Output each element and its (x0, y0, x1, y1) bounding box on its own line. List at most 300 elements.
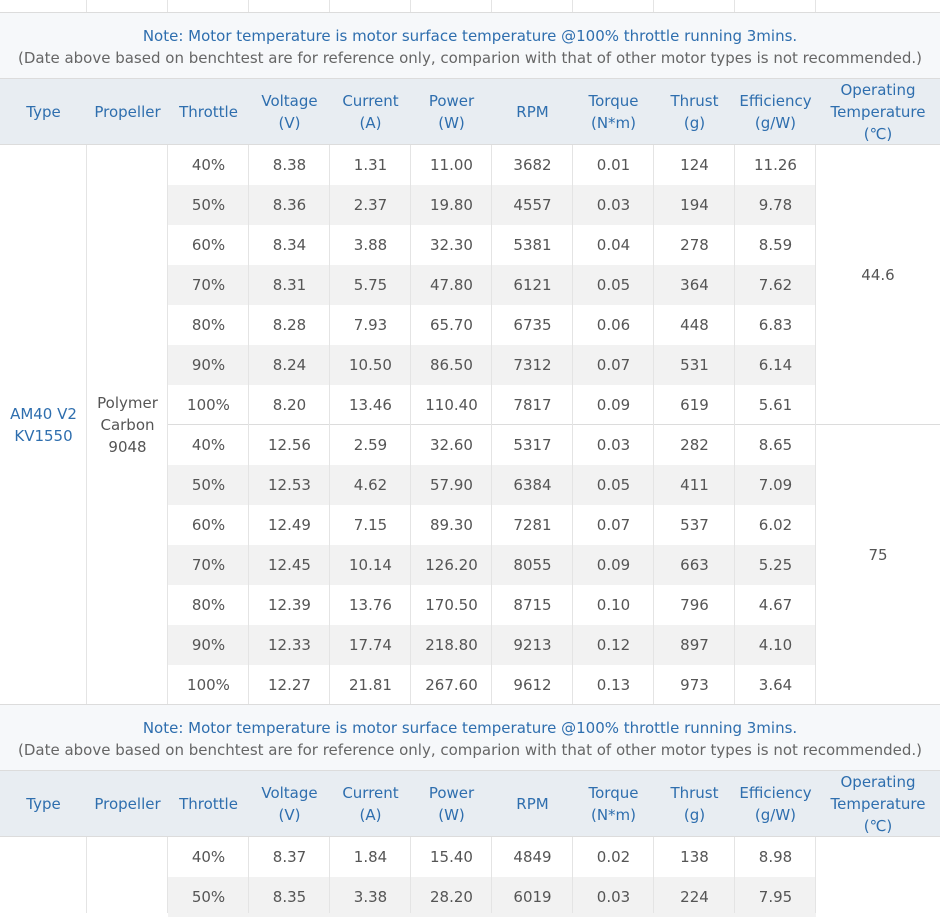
header-throttle (168, 79, 249, 145)
table-cell (249, 225, 330, 265)
table-cell-text: 32.60 (430, 436, 473, 454)
table-cell (249, 385, 330, 425)
table-cell (168, 305, 249, 345)
column-divider (734, 0, 735, 12)
column-divider (815, 145, 816, 705)
header-throttle-text: Throttle (179, 103, 238, 121)
column-divider (653, 145, 654, 705)
header-voltage (249, 79, 330, 145)
table-cell-text: 89.30 (430, 516, 473, 534)
table-cell (573, 425, 654, 465)
header-power-text: Power (W) (428, 92, 475, 132)
table-cell (249, 665, 330, 705)
header-rpm-text: RPM (516, 795, 549, 813)
table-cell (573, 265, 654, 305)
table-cell (492, 545, 573, 585)
table-cell (492, 425, 573, 465)
table-cell-text: 663 (680, 556, 709, 574)
header-thrust-text: Thrust (g) (670, 784, 719, 824)
header-voltage-text: Voltage (V) (261, 784, 318, 824)
table-cell (411, 225, 492, 265)
table-cell-text: 7.15 (353, 516, 388, 534)
table-cell-text: 8.24 (272, 356, 307, 374)
column-divider (815, 0, 816, 12)
table-cell-text: 12.53 (268, 476, 311, 494)
table-cell (411, 585, 492, 625)
table-cell-text: 7.93 (353, 316, 388, 334)
table-cell-text: 5317 (513, 436, 552, 454)
table-cell (330, 225, 411, 265)
header-propeller (87, 771, 168, 837)
table-cell (654, 265, 735, 305)
table-cell-text: 11.26 (754, 156, 797, 174)
table-cell-text: 448 (680, 316, 709, 334)
table-cell (168, 545, 249, 585)
table-cell-text: 9213 (513, 636, 552, 654)
table-cell-text: 796 (680, 596, 709, 614)
table-cell-text: 5.61 (758, 396, 793, 414)
column-divider (329, 145, 330, 705)
table-cell (168, 625, 249, 665)
column-divider (815, 837, 816, 913)
table-cell (330, 425, 411, 465)
table-cell (168, 265, 249, 305)
table-cell (654, 185, 735, 225)
column-divider (572, 0, 573, 12)
table-cell-text: 8.31 (272, 276, 307, 294)
operating-temperature (816, 425, 940, 685)
column-divider (410, 145, 411, 705)
table-cell (654, 877, 735, 917)
table-cell (330, 877, 411, 917)
table-cell-text: 8.34 (272, 236, 307, 254)
table-cell-text: 100% (187, 396, 230, 414)
column-divider (329, 0, 330, 12)
table-cell-text: 5.75 (353, 276, 388, 294)
table-cell (330, 665, 411, 705)
table-cell (411, 345, 492, 385)
table-cell (168, 385, 249, 425)
table-cell (573, 465, 654, 505)
table-cell (249, 465, 330, 505)
table-cell (249, 625, 330, 665)
header-power (411, 79, 492, 145)
table-cell (168, 877, 249, 917)
table-cell (168, 505, 249, 545)
table-cell-text: 50% (191, 196, 226, 214)
table-cell (654, 465, 735, 505)
header-thrust (654, 771, 735, 837)
table-cell-text: 10.50 (349, 356, 392, 374)
column-divider (572, 837, 573, 913)
table-cell (411, 877, 492, 917)
table-cell (330, 385, 411, 425)
table-cell-text: 6735 (513, 316, 552, 334)
table-cell-text: 1.31 (353, 156, 388, 174)
column-divider (167, 837, 168, 913)
table-cell-text: 21.81 (349, 676, 392, 694)
column-divider (491, 0, 492, 12)
table-cell-text: 5381 (513, 236, 552, 254)
table-cell (492, 305, 573, 345)
table-cell (330, 625, 411, 665)
table-cell (573, 877, 654, 917)
table-cell-text: 3682 (513, 156, 552, 174)
table-cell-text: 40% (191, 848, 226, 866)
table-cell (411, 385, 492, 425)
table-cell (249, 505, 330, 545)
table-cell (249, 265, 330, 305)
header-type (0, 771, 87, 837)
table-cell-text: 0.05 (596, 276, 631, 294)
table-cell-text: 5.25 (758, 556, 793, 574)
operating-temperature-text: 44.6 (861, 266, 895, 284)
table-cell (492, 225, 573, 265)
table-cell (168, 185, 249, 225)
table-cell-text: 70% (191, 276, 226, 294)
table-cell-text: 8.20 (272, 396, 307, 414)
table-cell (735, 465, 816, 505)
table-cell-text: 0.09 (596, 396, 631, 414)
table-cell-text: 224 (680, 888, 709, 906)
header-current-text: Current (A) (342, 92, 399, 132)
table-cell-text: 194 (680, 196, 709, 214)
table-cell-text: 537 (680, 516, 709, 534)
table-cell-text: 0.04 (596, 236, 631, 254)
table-cell (168, 585, 249, 625)
header-throttle (168, 771, 249, 837)
table-cell-text: 0.09 (596, 556, 631, 574)
table-cell (330, 185, 411, 225)
table-cell-text: 6019 (513, 888, 552, 906)
table-cell-text: 60% (191, 236, 226, 254)
table-cell (735, 225, 816, 265)
table-cell (249, 425, 330, 465)
table-cell (249, 345, 330, 385)
table-cell (411, 305, 492, 345)
header-efficiency-text: Efficiency (g/W) (739, 784, 812, 824)
header-current-text: Current (A) (342, 784, 399, 824)
header-thrust (654, 79, 735, 145)
table-cell (735, 145, 816, 185)
table-cell-text: 100% (187, 676, 230, 694)
table-cell-text: 124 (680, 156, 709, 174)
table-cell (735, 665, 816, 705)
header-type (0, 79, 87, 145)
table-cell-text: 12.39 (268, 596, 311, 614)
table-cell-text: 0.03 (596, 196, 631, 214)
operating-temperature-text: 75 (868, 546, 888, 564)
table-cell (411, 837, 492, 877)
table-cell-text: 12.27 (268, 676, 311, 694)
table-cell (654, 225, 735, 265)
table-cell-text: 90% (191, 356, 226, 374)
table-cell-text: 57.90 (430, 476, 473, 494)
table-cell (411, 665, 492, 705)
header-propeller-text: Propeller (94, 103, 161, 121)
table-cell (411, 545, 492, 585)
table-cell-text: 80% (191, 316, 226, 334)
table-cell (735, 385, 816, 425)
table-cell (411, 185, 492, 225)
column-divider (653, 837, 654, 913)
table-cell-text: 973 (680, 676, 709, 694)
table-cell (249, 305, 330, 345)
header-propeller (87, 79, 168, 145)
header-voltage-text: Voltage (V) (261, 92, 318, 132)
table-cell (168, 145, 249, 185)
table-cell (573, 665, 654, 705)
column-divider (734, 837, 735, 913)
table-cell-text: 126.20 (425, 556, 478, 574)
header-current (330, 771, 411, 837)
table-cell (654, 837, 735, 877)
table-cell (492, 625, 573, 665)
table-cell (411, 505, 492, 545)
table-cell (654, 545, 735, 585)
table-cell-text: 897 (680, 636, 709, 654)
table-cell-text: 0.06 (596, 316, 631, 334)
table-cell-text: 531 (680, 356, 709, 374)
table-cell-text: 11.00 (430, 156, 473, 174)
header-torque (573, 79, 654, 145)
table-cell (168, 345, 249, 385)
table-cell (330, 837, 411, 877)
header-type-text: Type (26, 795, 61, 813)
table-cell-text: 3.64 (758, 676, 793, 694)
table-cell (330, 585, 411, 625)
header-voltage (249, 771, 330, 837)
table-cell-text: 70% (191, 556, 226, 574)
table-cell (249, 837, 330, 877)
header-type-text: Type (26, 103, 61, 121)
table-cell-text: 7817 (513, 396, 552, 414)
header-efficiency (735, 79, 816, 145)
table-cell-text: 65.70 (430, 316, 473, 334)
table-cell-text: 8.37 (272, 848, 307, 866)
table-cell (168, 225, 249, 265)
table-cell-text: 0.05 (596, 476, 631, 494)
table-cell-text: 6384 (513, 476, 552, 494)
table-cell (735, 265, 816, 305)
table-cell (330, 505, 411, 545)
table-cell (492, 585, 573, 625)
table-cell (654, 145, 735, 185)
column-divider (86, 837, 87, 913)
table-cell-text: 60% (191, 516, 226, 534)
table-cell (411, 265, 492, 305)
header-rpm (492, 771, 573, 837)
table-cell (330, 465, 411, 505)
table-cell-text: 6121 (513, 276, 552, 294)
table-cell-text: 8715 (513, 596, 552, 614)
table-cell (654, 665, 735, 705)
table-cell (492, 145, 573, 185)
table-cell (735, 545, 816, 585)
table-cell-text: 110.40 (425, 396, 478, 414)
table-cell-text: 6.14 (758, 356, 793, 374)
table-cell (735, 585, 816, 625)
table-cell-text: 0.12 (596, 636, 631, 654)
table-cell-text: 13.46 (349, 396, 392, 414)
motor-type (0, 145, 87, 705)
table-cell-text: 15.40 (430, 848, 473, 866)
table-cell-text: 50% (191, 476, 226, 494)
table-cell (735, 305, 816, 345)
column-divider (248, 0, 249, 12)
note-line: Note: Motor temperature is motor surface temperature @100% throttle running 3mins. (142, 27, 798, 45)
header-operating-text: Operating Temperature (℃) (830, 81, 926, 143)
table-cell (735, 625, 816, 665)
table-cell-text: 8.36 (272, 196, 307, 214)
table-cell (330, 545, 411, 585)
table-cell-text: 0.03 (596, 888, 631, 906)
table-cell-text: 8.28 (272, 316, 307, 334)
table-cell-text: 10.14 (349, 556, 392, 574)
table-cell-text: 12.45 (268, 556, 311, 574)
table-cell-text: 4.62 (353, 476, 388, 494)
table-cell-text: 40% (191, 156, 226, 174)
table-cell (168, 425, 249, 465)
table-cell-text: 90% (191, 636, 226, 654)
table-cell (492, 345, 573, 385)
table-cell-text: 0.03 (596, 436, 631, 454)
table-cell-text: 138 (680, 848, 709, 866)
header-torque (573, 771, 654, 837)
table-cell-text: 0.13 (596, 676, 631, 694)
table-cell-text: 6.02 (758, 516, 793, 534)
table-cell (411, 465, 492, 505)
table-cell (573, 545, 654, 585)
table-cell (654, 345, 735, 385)
header-thrust-text: Thrust (g) (670, 92, 719, 132)
table-cell-text: 9612 (513, 676, 552, 694)
table-cell (735, 425, 816, 465)
table-cell-text: 0.02 (596, 848, 631, 866)
table-cell-text: 7.95 (758, 888, 793, 906)
table-cell-text: 17.74 (349, 636, 392, 654)
table-cell (573, 585, 654, 625)
table-cell (492, 877, 573, 917)
table-cell-text: 50% (191, 888, 226, 906)
table-cell (573, 837, 654, 877)
table-cell-text: 3.38 (353, 888, 388, 906)
table-cell (249, 585, 330, 625)
header-rpm-text: RPM (516, 103, 549, 121)
table-cell (735, 837, 816, 877)
table-cell (492, 385, 573, 425)
header-efficiency-text: Efficiency (g/W) (739, 92, 812, 132)
column-divider (329, 837, 330, 913)
disclaimer-line: (Date above based on benchtest are for reference only, comparion with that of other motor types is not recommended.) (17, 49, 922, 67)
table-cell-text: 19.80 (430, 196, 473, 214)
table-cell (573, 625, 654, 665)
column-divider (572, 145, 573, 705)
table-cell (411, 425, 492, 465)
table-cell (330, 305, 411, 345)
table-cell (573, 305, 654, 345)
table-cell-text: 0.07 (596, 516, 631, 534)
table-cell-text: 2.59 (353, 436, 388, 454)
column-divider (167, 0, 168, 12)
table-cell-text: 1.84 (353, 848, 388, 866)
header-efficiency (735, 771, 816, 837)
table-cell (573, 145, 654, 185)
table-cell-text: 4.10 (758, 636, 793, 654)
table-cell (411, 625, 492, 665)
header-operating-text: Operating Temperature (℃) (830, 773, 926, 835)
table-cell (249, 145, 330, 185)
header-propeller-text: Propeller (94, 795, 161, 813)
table-cell (249, 545, 330, 585)
table-cell (249, 877, 330, 917)
header-power (411, 771, 492, 837)
table-cell (654, 585, 735, 625)
table-cell-text: 6.83 (758, 316, 793, 334)
header-current (330, 79, 411, 145)
table-cell (330, 345, 411, 385)
table-cell (492, 837, 573, 877)
table-cell-text: 8.35 (272, 888, 307, 906)
column-divider (734, 145, 735, 705)
table-cell-text: 12.56 (268, 436, 311, 454)
table-cell (654, 425, 735, 465)
column-divider (410, 0, 411, 12)
header-torque-text: Torque (N*m) (588, 92, 639, 132)
table-cell-text: 9.78 (758, 196, 793, 214)
column-divider (491, 145, 492, 705)
column-divider (491, 837, 492, 913)
table-cell-text: 40% (191, 436, 226, 454)
table-cell (492, 505, 573, 545)
header-power-text: Power (W) (428, 784, 475, 824)
table-cell (249, 185, 330, 225)
table-cell-text: 8.38 (272, 156, 307, 174)
disclaimer-line: (Date above based on benchtest are for reference only, comparion with that of other motor types is not recommended.) (17, 741, 922, 759)
table-cell (654, 385, 735, 425)
table-cell-text: 170.50 (425, 596, 478, 614)
table-cell-text: 7.09 (758, 476, 793, 494)
column-divider (248, 145, 249, 705)
table-cell-text: 47.80 (430, 276, 473, 294)
table-cell-text: 32.30 (430, 236, 473, 254)
table-cell (168, 665, 249, 705)
table-cell-text: 12.33 (268, 636, 311, 654)
header-rpm (492, 79, 573, 145)
table-cell (168, 837, 249, 877)
table-cell (573, 345, 654, 385)
table-cell-text: 7281 (513, 516, 552, 534)
table-cell (573, 225, 654, 265)
table-cell-text: 4849 (513, 848, 552, 866)
table-cell-text: 0.10 (596, 596, 631, 614)
note-line: Note: Motor temperature is motor surface temperature @100% throttle running 3mins. (142, 719, 798, 737)
table-cell-text: 282 (680, 436, 709, 454)
column-divider (86, 0, 87, 12)
table-cell (492, 465, 573, 505)
table-cell (573, 185, 654, 225)
table-cell-text: 8.65 (758, 436, 793, 454)
table-cell-text: 80% (191, 596, 226, 614)
table-cell-text: 411 (680, 476, 709, 494)
table-cell-text: 4557 (513, 196, 552, 214)
table-cell (573, 505, 654, 545)
table-cell-text: 218.80 (425, 636, 478, 654)
header-operating (816, 79, 940, 145)
table-cell (492, 265, 573, 305)
propeller-type (87, 145, 168, 705)
table-cell-text: 3.88 (353, 236, 388, 254)
